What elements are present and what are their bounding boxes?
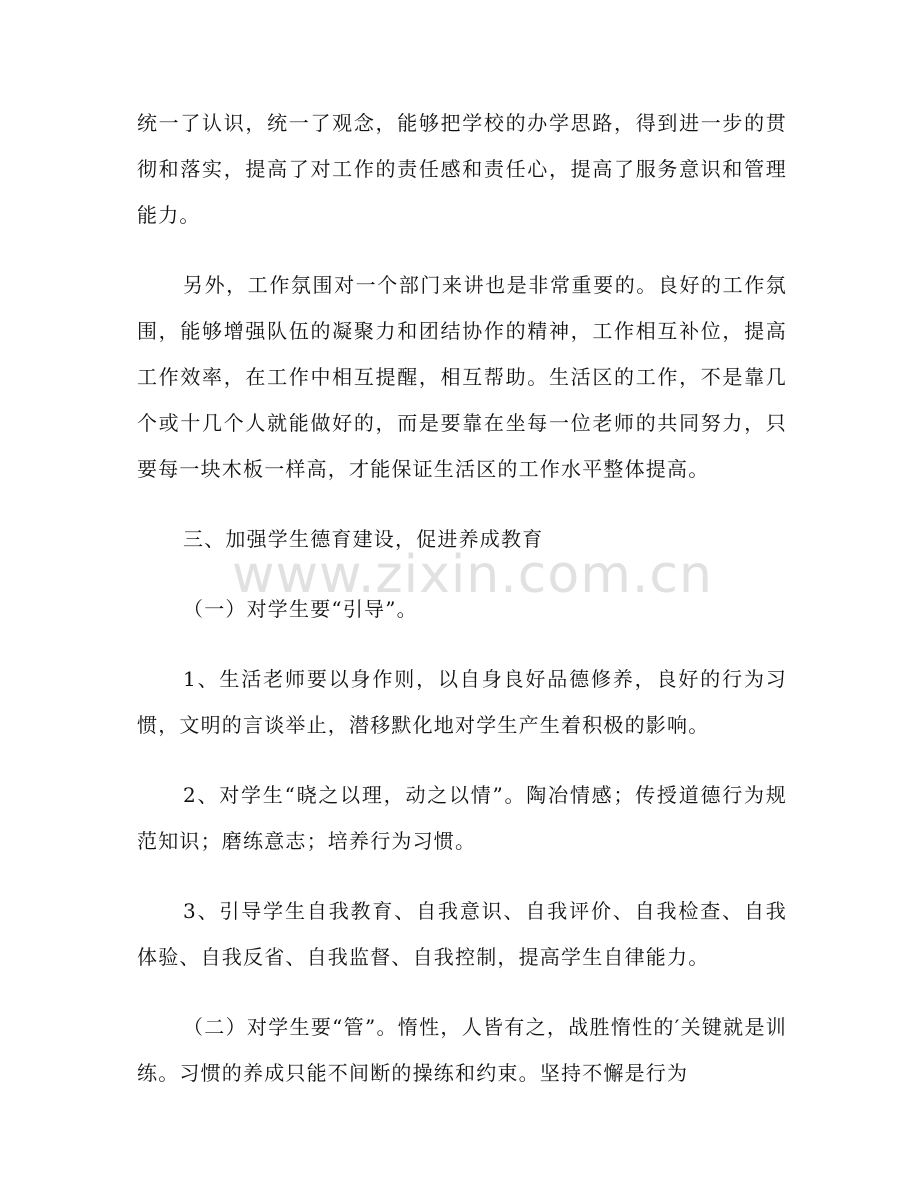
subsection-heading-1: （一）对学生要“引导”。 [183, 597, 418, 621]
subsection-paragraph-2: （二）对学生要“管”。惰性，人皆有之，战胜惰性的′关键就是训练。习惯的养成只能不间断的操练和约束。坚持不懈是行为 [137, 1015, 787, 1085]
paragraph-2: 另外，工作氛围对一个部门来讲也是非常重要的。良好的工作氛围，能够增强队伍的凝聚力和团结协作的精神，工作相互补位，提高工作效率，在工作中相互提醒，相互帮助。生活区的工作，不是靠几个或十几个人就能做好的，而是要靠在坐每一位老师的共同努力，只要每一块木板一样高，才能保证生活区的工作水平整体提高。 [137, 273, 787, 481]
list-item-3: 3、引导学生自我教育、自我意识、自我评价、自我检查、自我体验、自我反省、自我监督、自我控制，提高学生自律能力。 [137, 899, 787, 969]
paragraph-1: 统一了认识，统一了观念，能够把学校的办学思路，得到进一步的贯彻和落实，提高了对工作的责任感和责任心，提高了服务意识和管理能力。 [137, 111, 787, 227]
document-body [137, 100, 787, 1120]
list-item-1: 1、生活老师要以身作则，以自身良好品德修养，良好的行为习惯，文明的言谈举止，潜移默化地对学生产生着积极的影响。 [137, 667, 787, 737]
list-item-2: 2、对学生“晓之以理，动之以情”。陶冶情感；传授道德行为规范知识；磨练意志；培养行为习惯。 [137, 783, 787, 853]
watermark: www.zixin.com.cn [232, 545, 713, 605]
section-heading: 三、加强学生德育建设，促进养成教育 [183, 527, 544, 551]
